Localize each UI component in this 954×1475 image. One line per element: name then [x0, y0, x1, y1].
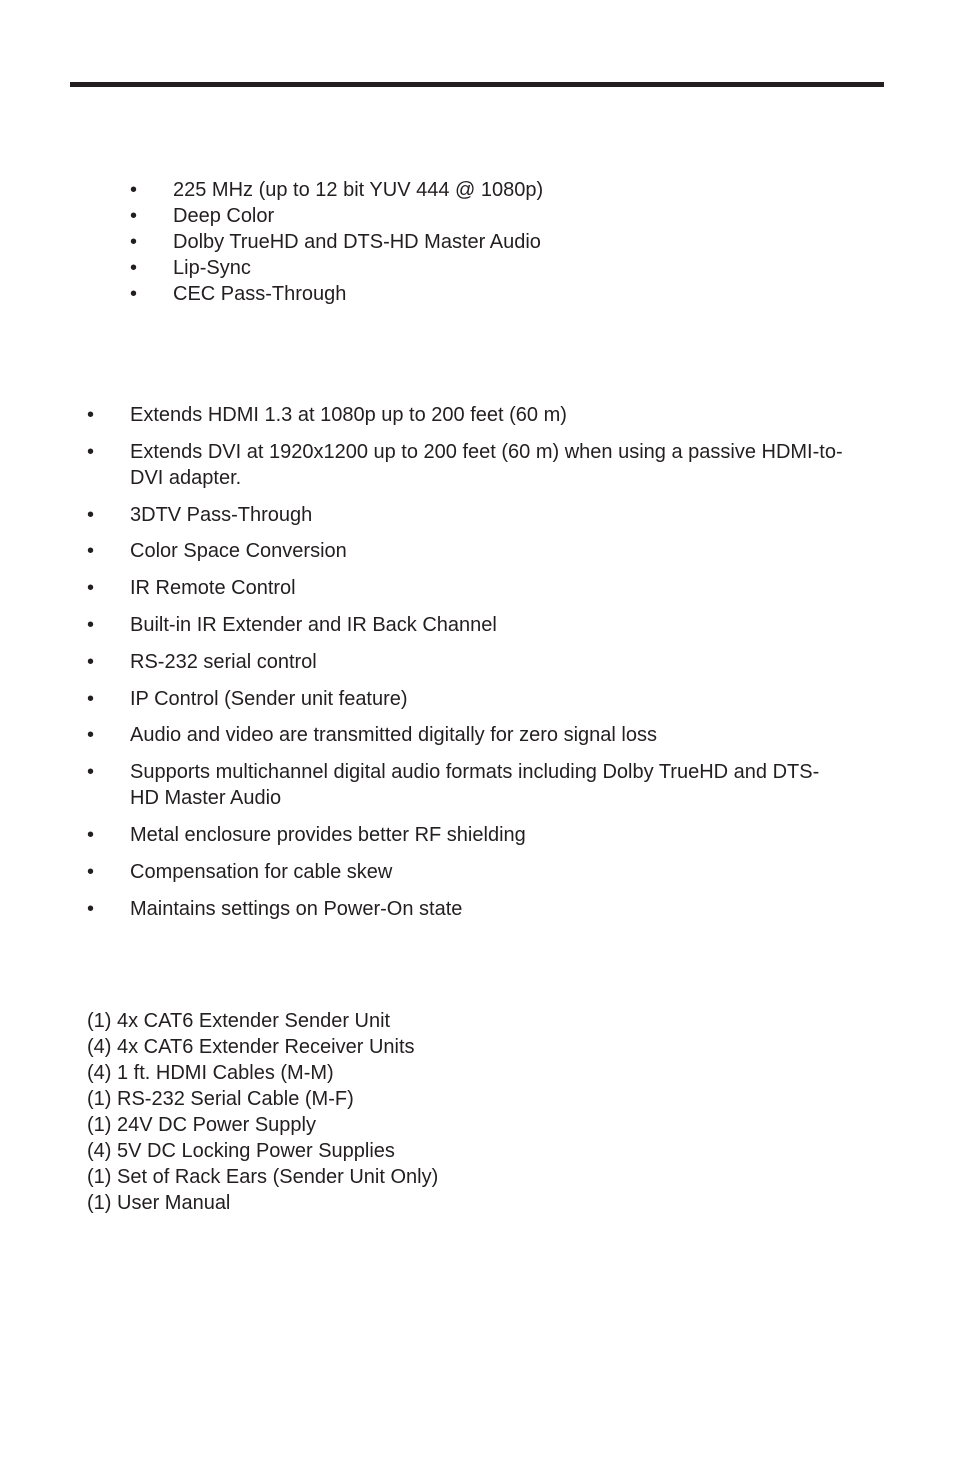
list-item-text: Extends HDMI 1.3 at 1080p up to 200 feet (60 m)	[130, 404, 567, 426]
list-item-text: 225 MHz (up to 12 bit YUV 444 @ 1080p)	[173, 179, 544, 201]
bullet: •	[87, 897, 95, 920]
list-item	[130, 203, 543, 229]
list-item-text: RS-232 serial control	[130, 650, 317, 673]
bullet: •	[87, 503, 95, 526]
list-item	[130, 229, 543, 255]
list-item	[87, 759, 847, 811]
bullet: •	[87, 577, 95, 600]
bullet: •	[87, 440, 95, 463]
list-item-text: Compensation for cable skew	[130, 860, 393, 883]
list-item-text: CEC Pass-Through	[173, 283, 347, 305]
list-item	[87, 612, 847, 638]
list-item	[87, 859, 847, 885]
list-item: (4) 5V DC Locking Power Supplies	[87, 1140, 395, 1162]
list-item-text: IP Control (Sender unit feature)	[130, 687, 408, 710]
list-item: (1) 24V DC Power Supply	[87, 1114, 316, 1136]
bullet: •	[87, 860, 95, 883]
list-item	[130, 281, 543, 307]
list-item-text: 3DTV Pass-Through	[130, 503, 313, 526]
bullet: •	[87, 540, 95, 563]
features-list	[87, 402, 847, 932]
list-item-text: Dolby TrueHD and DTS-HD Master Audio	[173, 231, 541, 253]
bullet: •	[130, 179, 138, 201]
list-item	[130, 255, 543, 281]
bullet: •	[87, 687, 95, 710]
bullet: •	[87, 823, 95, 846]
bullet: •	[87, 761, 95, 784]
list-item: (1) User Manual	[87, 1192, 231, 1214]
bullet: •	[87, 404, 95, 426]
list-item	[130, 177, 543, 203]
header-rule	[70, 82, 884, 87]
list-item	[87, 722, 847, 748]
list-item: (4) 4x CAT6 Extender Receiver Units	[87, 1036, 415, 1058]
bullet: •	[130, 205, 138, 227]
list-item	[87, 822, 847, 848]
list-item	[87, 896, 847, 922]
list-item: (1) RS-232 Serial Cable (M-F)	[87, 1088, 354, 1110]
bullet: •	[130, 283, 138, 305]
list-item-text: Supports multichannel digital audio formats including Dolby TrueHD and DTS-HD Master Audio	[130, 761, 820, 810]
list-item	[87, 575, 847, 601]
list-item-text: Maintains settings on Power-On state	[130, 897, 463, 920]
list-item-text: Built-in IR Extender and IR Back Channel	[130, 613, 497, 636]
list-item: (4) 1 ft. HDMI Cables (M-M)	[87, 1062, 334, 1084]
bullet: •	[87, 724, 95, 747]
list-item	[87, 538, 847, 564]
list-item	[87, 439, 847, 491]
list-item	[87, 686, 847, 712]
package-contents-list	[87, 1008, 438, 1216]
list-item	[87, 649, 847, 675]
list-item-text: IR Remote Control	[130, 577, 296, 600]
list-item-text: Extends DVI at 1920x1200 up to 200 feet (60 m) when using a passive HDMI-to-DVI adapter.	[130, 440, 843, 489]
list-item: (1) 4x CAT6 Extender Sender Unit	[87, 1010, 391, 1032]
list-item-text: Color Space Conversion	[130, 540, 347, 563]
bullet: •	[130, 231, 138, 253]
list-item-text: Metal enclosure provides better RF shielding	[130, 823, 526, 846]
bullet: •	[130, 257, 138, 279]
bullet: •	[87, 650, 95, 673]
hdmi-feature-sublist	[130, 177, 543, 307]
list-item: (1) Set of Rack Ears (Sender Unit Only)	[87, 1166, 439, 1188]
list-item	[87, 402, 847, 428]
list-item	[87, 502, 847, 528]
list-item-text: Deep Color	[173, 205, 275, 227]
list-item-text: Audio and video are transmitted digitally for zero signal loss	[130, 724, 657, 747]
list-item-text: Lip-Sync	[173, 257, 251, 279]
bullet: •	[87, 613, 95, 636]
